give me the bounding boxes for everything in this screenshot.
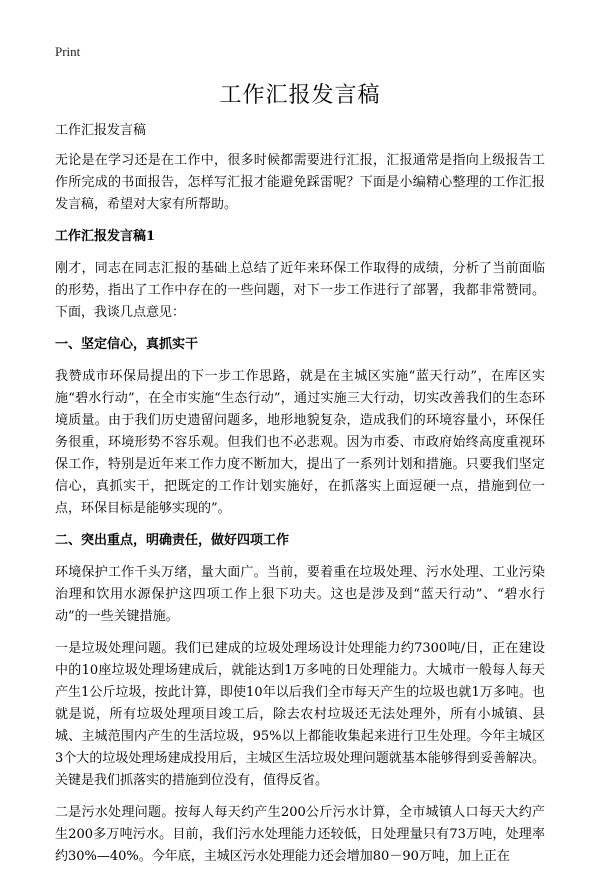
paragraph: 一是垃圾处理问题。我们已建成的垃圾处理场设计处理能力约7300吨/日，正在建设中的10座垃圾处理场建成后，就能达到1万多吨的日处理能力。大城市一般每人每天产生1公斤垃圾，按此计算，即使10年以后我们全市每天产生的垃圾也就1万多吨。也就是说，所有垃圾处理项目竣工后，除去农村垃圾还无法处理外，所有小城镇、县城、主城范围内产生的生活垃圾，95%以上都能收集起来进行卫生处理。今年主城区3个大的垃圾处理场建成投用后，主城区生活垃圾处理问题就基本能够得到妥善解决。关键是我们抓落实的措施到位没有，值得反省。	[55, 641, 545, 788]
print-link[interactable]: Print	[55, 44, 81, 59]
paragraph: 二是污水处理问题。按每人每天约产生200公斤污水计算，全市城镇人口每天大约产生200多万吨污水。目前，我们污水处理能力还较低，日处理量只有73万吨，处理率约30%—40%。今年底，主城区污水处理能力还会增加80－90万吨，加上正在	[55, 805, 545, 864]
paragraph: 刚才，同志在同志汇报的基础上总结了近年来环保工作取得的成绩，分析了当前面临的形势，指出了工作中存在的一些问题，对下一步工作进行了部署，我都非常赞同。下面，我谈几点意见：	[55, 261, 545, 320]
paragraph: 我赞成市环保局提出的下一步工作思路，就是在主城区实施“蓝天行动”，在库区实施“碧水行动”，在全市实施“生态行动”，通过实施三大行动，切实改善我们的生态环境质量。由于我们历史遗留问题多，地形地貌复杂，造成我们的环境容量小，环保任务很重，环境形势不容乐观。但我们也不必悲观。因为市委、市政府始终高度重视环保工作，特别是近年来工作力度不断加大，提出了一系列计划和措施。只要我们坚定信心，真抓实干，把既定的工作计划实施好，在抓落实上面逗硬一点，措施到位一点，环保目标是能够实现的”。	[55, 369, 545, 516]
section-heading: 工作汇报发言稿1	[55, 229, 156, 244]
page-title: 工作汇报发言稿	[219, 83, 381, 108]
subheading-1: 一、坚定信心，真抓实干	[55, 337, 199, 352]
intro-paragraph: 无论是在学习还是在工作中，很多时候都需要进行汇报，汇报通常是指向上级报告工作所完成的书面报告，怎样写汇报才能避免踩雷呢？下面是小编精心整理的工作汇报发言稿，希望对大家有所帮助。	[55, 153, 545, 212]
document-subtitle: 工作汇报发言稿	[55, 123, 147, 138]
subheading-2: 二、突出重点，明确责任，做好四项工作	[55, 533, 290, 548]
document-body	[55, 120, 545, 878]
paragraph: 环境保护工作千头万绪，量大面广。当前，要着重在垃圾处理、污水处理、工业污染治理和饮用水源保护这四项工作上狠下功夫。这也是涉及到“蓝天行动”、“碧水行动”的一些关键措施。	[55, 565, 545, 624]
